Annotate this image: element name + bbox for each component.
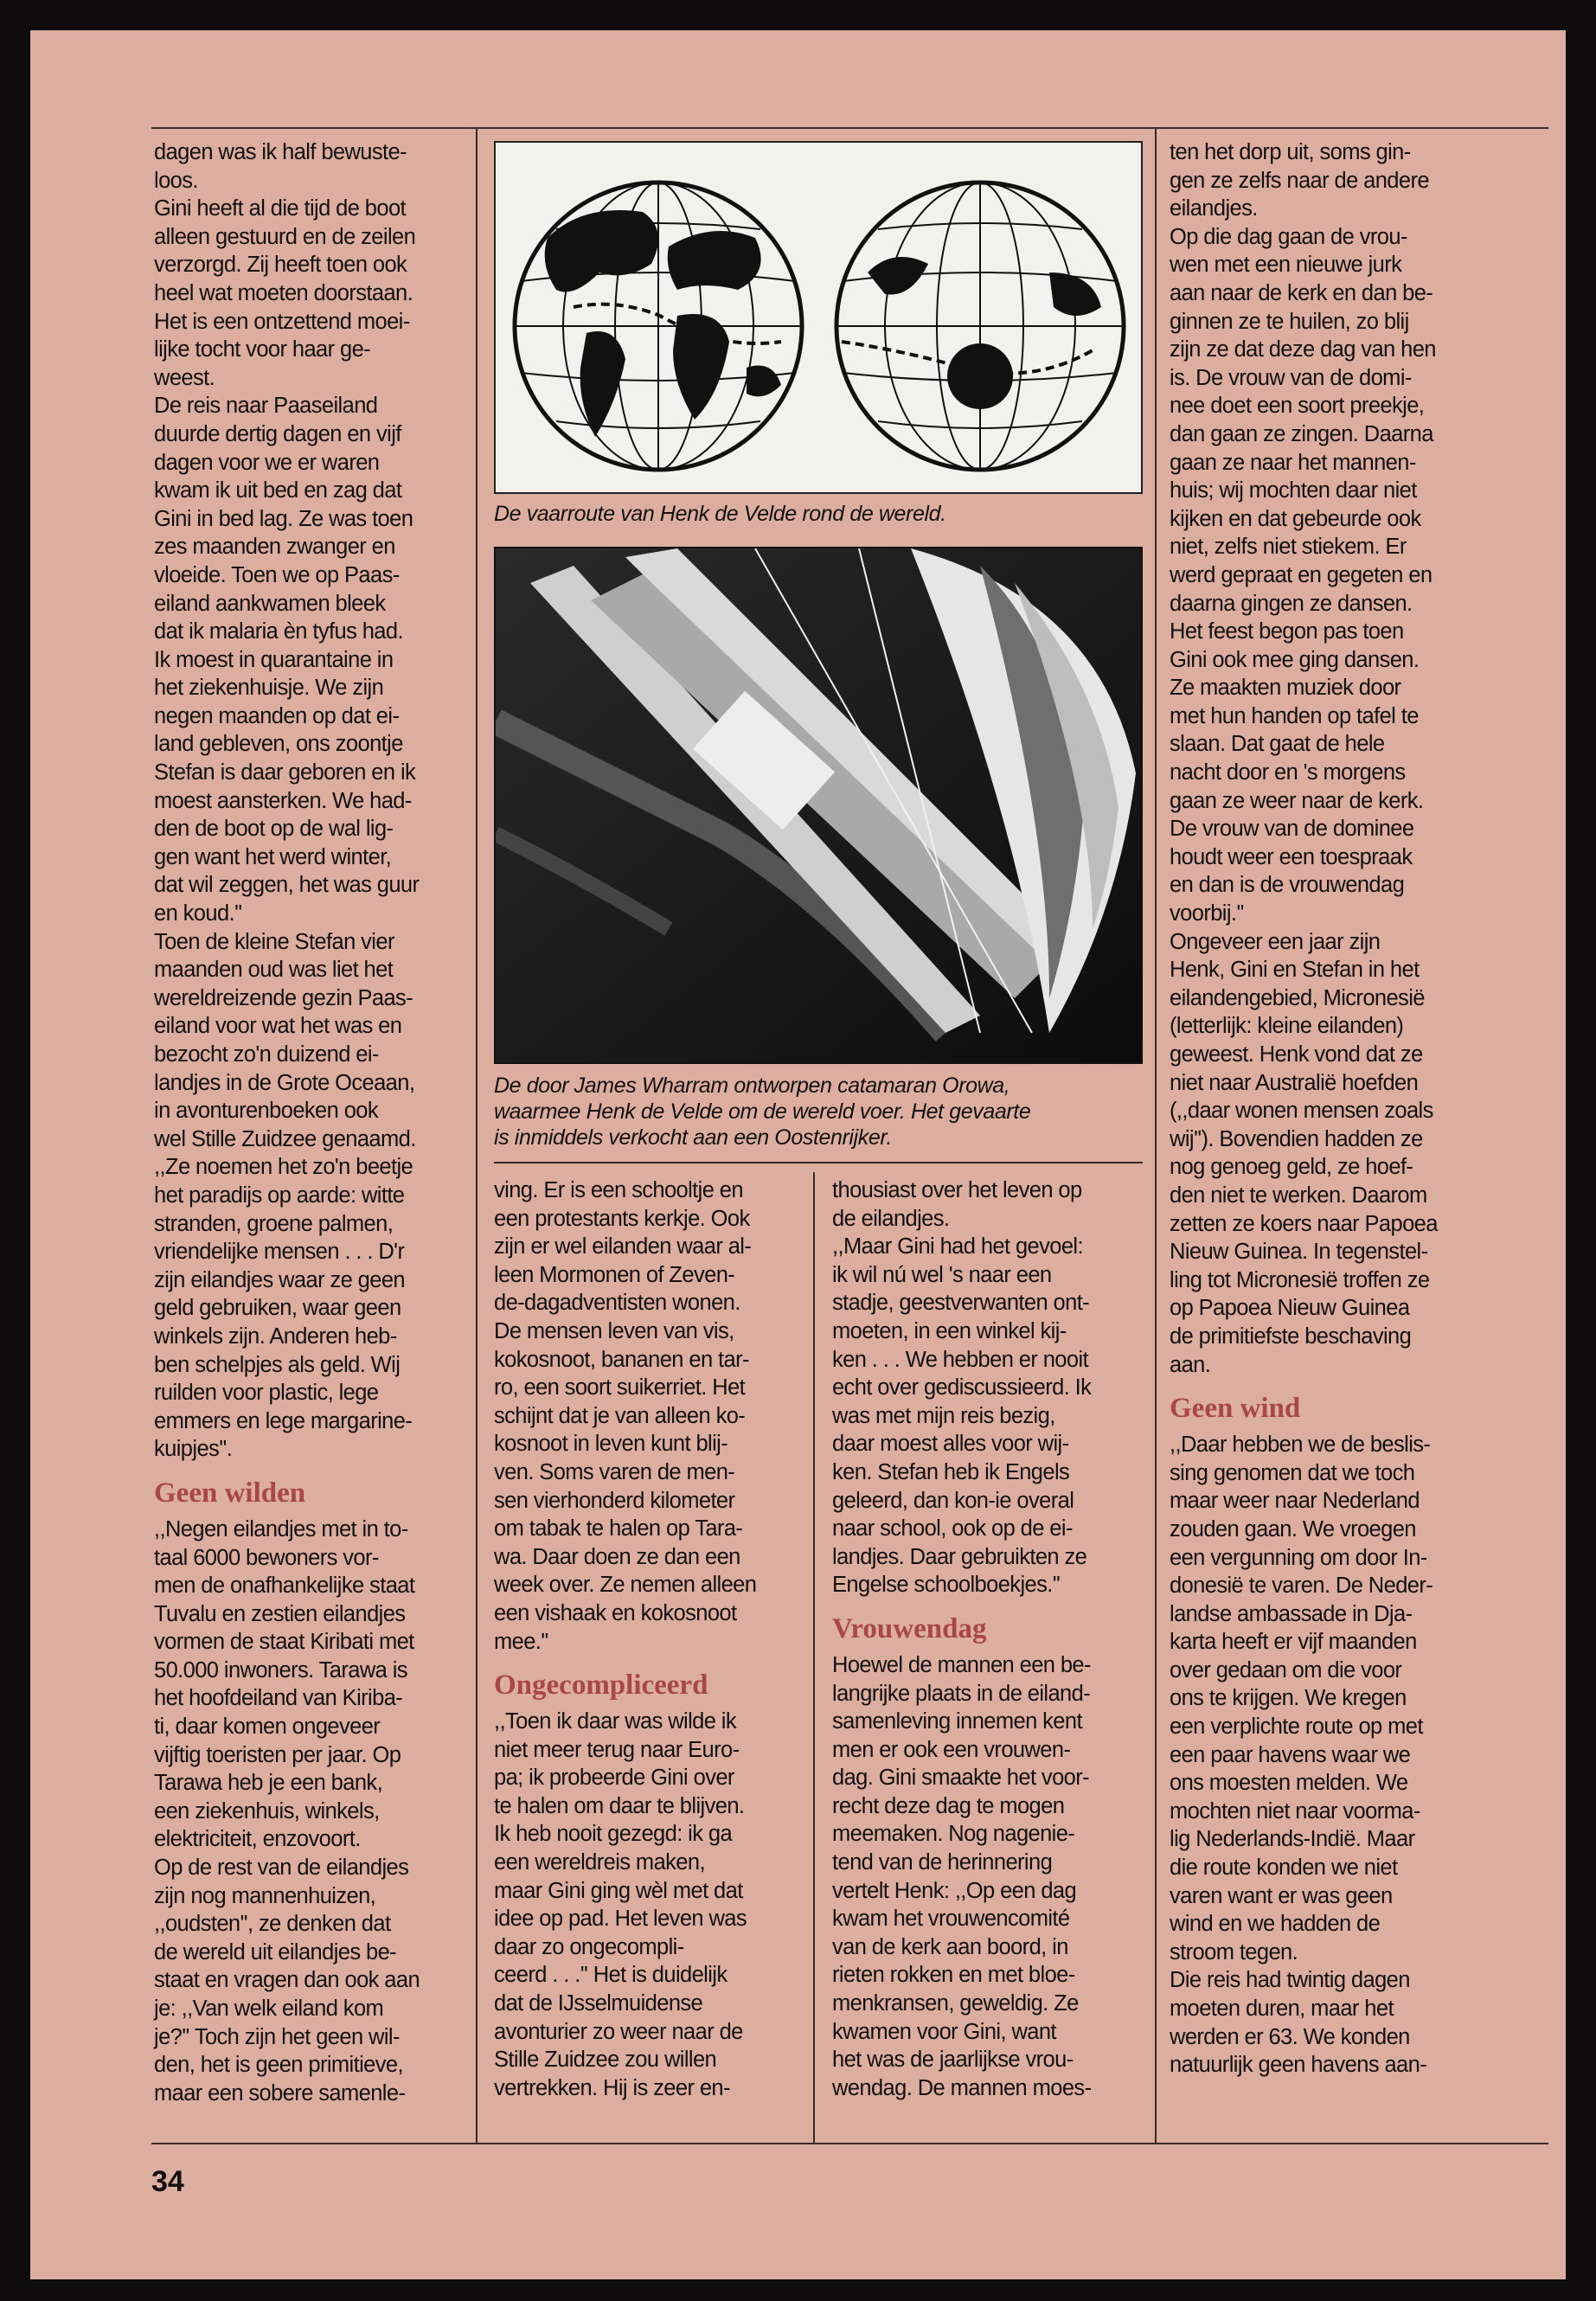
column-divider-3 xyxy=(1155,127,1157,2143)
page-number: 34 xyxy=(151,2165,184,2198)
right-hemisphere xyxy=(836,183,1124,470)
page-scan xyxy=(0,30,1596,2279)
top-rule xyxy=(151,127,1548,129)
left-hemisphere xyxy=(515,183,802,470)
col1-paragraph-2: ,,Negen eilandjes met in to- taal 6000 bewoners vor- men de onafhankelijke staat Tuvalu en zestien eilandjes vormen de staat Kiribati met 50.000 inwoners. Tarawa is het hoofdeiland van Kiriba- ti, daar komen ongeveer vijftig toeristen per jaar. Op Tarawa heb je een bank, een ziekenhuis, winkels, elektriciteit, enzovoort. Op de rest van de eilandjes zijn nog mannenhuizen, ,,oudsten'', ze denken dat de wereld uit eilandjes be- staat en vragen dan ook aan je: ,,Van welk eiland kom je?'' Toch zijn het geen wil- den, het is geen primitieve, maar een sobere samenle- xyxy=(154,1516,420,2106)
column-1 xyxy=(154,138,474,2107)
col2-paragraph-2: ,,Toen ik daar was wilde ik niet meer terug naar Euro- pa; ik probeerde Gini over te halen om daar te blijven. Ik heb nooit gezegd: ik ga een wereldreis maken, maar Gini ging wèl met dat idee op pad. Het leven was daar zo ongecompli- ceerd . . .'' Het is duidelijk dat de IJsselmuidense avonturier zo weer naar de Stille Zuidzee zou willen vertrekken. Hij is zeer en- xyxy=(494,1709,747,2100)
col4-paragraph-2: ,,Daar hebben we de beslis- sing genomen dat we toch maar weer naar Nederland zouden gaan. We vroegen een vergunning om door In- donesië te varen. De Neder- landse ambassade in Dja- karta heeft er vijf maanden over gedaan om die voor ons te krijgen. We kregen een verplichte route op met een paar havens waar we ons moesten melden. We mochten niet naar voorma- lig Nederlands-Indië. Maar die route konden we niet varen want er was geen wind en we hadden de stroom tegen. Die reis had twintig dagen moeten duren, maar het werden er 63. We konden natuurlijk geen havens aan- xyxy=(1170,1433,1433,2078)
heading-geen-wilden: Geen wilden xyxy=(154,1477,306,1509)
magazine-page xyxy=(30,30,1566,2279)
column-divider-1 xyxy=(476,127,478,2143)
col2-paragraph-1: ving. Er is een schooltje en een protestants kerkje. Ook zijn er wel eilanden waar al- leen Mormonen of Zeven- de-dagadventisten wonen. De mensen leven van vis, kokosnoot, bananen en tar- ro, een soort suikerriet. Het schijnt dat je van alleen ko- kosnoot in leven kunt blij- ven. Soms varen de men- sen vierhonderd kilometer om tabak te halen op Tara- wa. Daar doen ze dan een week over. Ze nemen alleen een vishaak en kokosnoot mee.'' xyxy=(494,1178,757,1654)
column-3 xyxy=(832,1176,1152,2102)
catamaran-photo-illustration xyxy=(496,548,1141,1062)
map-caption: De vaarroute van Henk de Velde rond de wereld. xyxy=(494,502,946,526)
col3-paragraph-1: thousiast over het leven op de eilandjes. ,,Maar Gini had het gevoel: ik wil nú wel 's naar een stadje, geestverwanten ont- moeten, in een winkel kij- ken . . . We hebben er nooit echt over gediscussieerd. Ik was met mijn reis bezig, daar moest alles voor wij- ken. Stefan heb ik Engels geleerd, dan kon-ie overal naar school, ook op de ei- landjes. Daar gebruikten ze Engelse schoolboekjes.'' xyxy=(832,1178,1092,1598)
photo-caption: De door James Wharram ontworpen catamaran Orowa, waarmee Henk de Velde om de wereld voer. Het gevaarte is inmiddels verkocht aan een Oostenrijker. xyxy=(494,1074,1031,1150)
catamaran-photo xyxy=(494,547,1143,1064)
heading-ongecompliceerd: Ongecompliceerd xyxy=(494,1670,708,1702)
col3-paragraph-2: Hoewel de mannen een be- langrijke plaats in de eiland- samenleving innemen kent men er ook een vrouwen- dag. Gini smaakte het voor- recht deze dag te mogen meemaken. Nog nagenie- tend van de herinnering vertelt Henk: ,,Op een dag kwam het vrouwencomité van de kerk aan boord, in rieten rokken en met bloe- menkransen, geweldig. Ze kwamen voor Gini, want het was de jaarlijkse vrou- wendag. De mannen moes- xyxy=(832,1652,1092,2100)
col4-paragraph-1: ten het dorp uit, soms gin- gen ze zelfs naar de andere eilandjes. Op die dag gaan de vrou- wen met een nieuwe jurk aan naar de kerk en dan be- ginnen ze te huilen, zo blij zijn ze dat deze dag van hen is. De vrouw van de domi- nee doet een soort preekje, dan gaan ze zingen. Daarna gaan ze naar het mannen- huis; wij mochten daar niet kijken en dat gebeurde ook niet, zelfs niet stiekem. Er werd gepraat en gegeten en daarna gingen ze dansen. Het feest begon pas toen Gini ook mee ging dansen. Ze maakten muziek door met hun handen op tafel te slaan. Dat gaat de hele nacht door en 's morgens gaan ze weer naar de kerk. De vrouw van de dominee houdt weer een toespraak en dan is de vrouwendag voorbij.'' Ongeveer een jaar zijn Henk, Gini en Stefan in het eilandengebied, Micronesië (letterlijk: kleine eilanden) geweest. Henk vond dat ze niet naar Australië hoefden (,,daar wonen mensen zoals wij''). Bovendien hadden ze nog genoeg geld, ze hoef- den niet te werken. Daarom zetten ze koers naar Papoea Nieuw Guinea. In tegenstel- ling tot Micronesië troffen ze op Papoea Nieuw Guinea de primitiefste beschaving aan. xyxy=(1170,140,1438,1377)
heading-geen-wind: Geen wind xyxy=(1170,1393,1301,1425)
caption-rule xyxy=(494,1162,1143,1163)
column-4 xyxy=(1170,138,1507,2080)
route-map-figure xyxy=(494,141,1143,494)
bottom-rule xyxy=(151,2143,1548,2144)
col1-paragraph-1: dagen was ik half bewuste- loos. Gini heeft al die tijd de boot alleen gestuurd en de zeilen verzorgd. Zij heeft toen ook heel wat moeten doorstaan. Het is een ontzettend moei- lijke tocht voor haar ge- weest. De reis naar Paaseiland duurde dertig dagen en vijf dagen voor we er waren kwam ik uit bed en zag dat Gini in bed lag. Ze was toen zes maanden zwanger en vloeide. Toen we op Paas- eiland aankwamen bleek dat ik malaria èn tyfus had. Ik moest in quarantaine in het ziekenhuisje. We zijn negen maanden op dat ei- land gebleven, ons zoontje Stefan is daar geboren en ik moest aansterken. We had- den de boot op de wal lig- gen want het werd winter, dat wil zeggen, het was guur en koud.'' Toen de kleine Stefan vier maanden oud was liet het wereldreizende gezin Paas- eiland voor wat het was en bezocht zo'n duizend ei- landjes in de Grote Oceaan, in avonturenboeken ook wel Stille Zuidzee genaamd. ,,Ze noemen het zo'n beetje het paradijs op aarde: witte stranden, groene palmen, vriendelijke mensen . . . D'r zijn eilandjes waar ze geen geld gebruiken, waar geen winkels zijn. Anderen heb- ben schelpjes als geld. Wij ruilden voor plastic, lege emmers en lege margarine- kuipjes''. xyxy=(154,140,420,1462)
world-map-illustration xyxy=(496,143,1141,492)
column-divider-2 xyxy=(813,1172,815,2143)
heading-vrouwendag: Vrouwendag xyxy=(832,1612,987,1644)
column-2 xyxy=(494,1176,810,2102)
